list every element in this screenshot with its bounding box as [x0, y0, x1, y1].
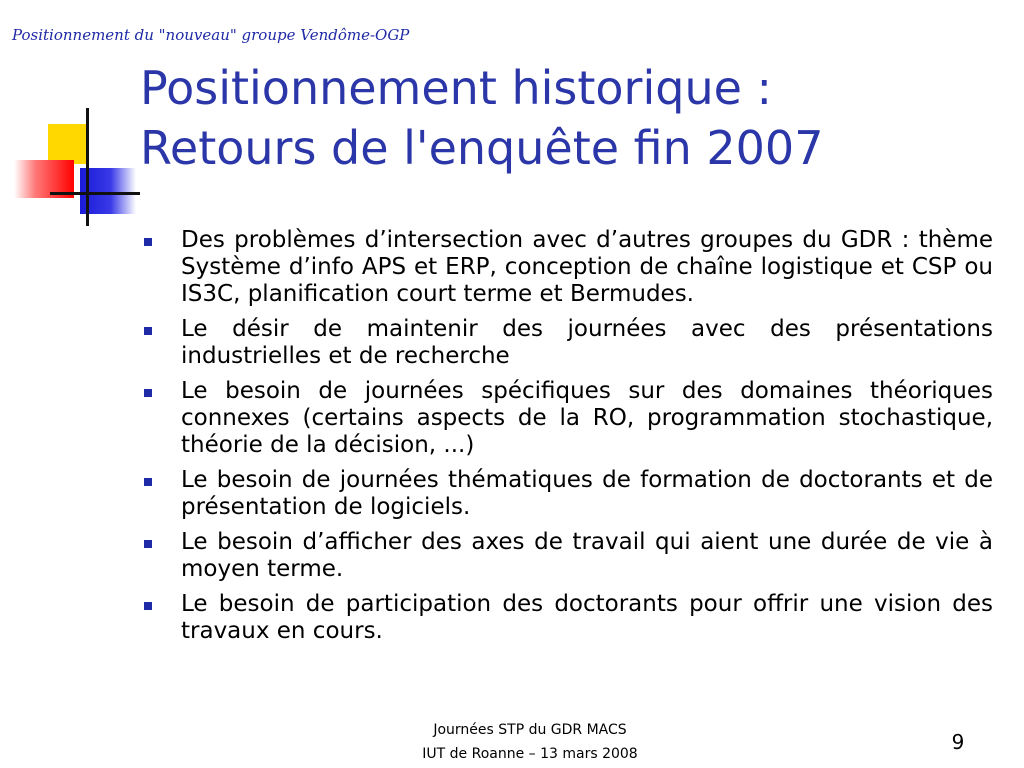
bullet-text: Le désir de maintenir des journées avec des présentations industrielles et de recherche — [181, 316, 993, 369]
bullet-text: Des problèmes d’intersection avec d’autres groupes du GDR : thème Système d’info APS et ERP, conception de chaîne logistique et CSP ou IS3C, planification court terme et Bermudes. — [181, 227, 993, 307]
bullet-item — [140, 591, 993, 645]
square-bullet-icon — [144, 478, 152, 486]
square-bullet-icon — [144, 327, 152, 335]
bullet-text: Le besoin de journées thématiques de formation de doctorants et de présentation de logiciels. — [181, 467, 993, 520]
bullet-text: Le besoin d’afficher des axes de travail qui aient une durée de vie à moyen terme. — [181, 529, 993, 582]
bullet-item — [140, 529, 993, 583]
slide-title — [140, 58, 1000, 178]
bullet-item — [140, 316, 993, 370]
square-bullet-icon — [144, 238, 152, 246]
bullet-list — [140, 227, 993, 653]
logo-vertical-line — [86, 108, 89, 226]
logo-horizontal-line — [50, 192, 140, 195]
bullet-text: Le besoin de participation des doctorants pour offrir une vision des travaux en cours. — [181, 591, 993, 644]
slide-title-line-1: Positionnement historique : — [140, 61, 773, 115]
square-bullet-icon — [144, 540, 152, 548]
bullet-text: Le besoin de journées spécifiques sur des domaines théoriques connexes (certains aspects de la RO, programmation stochastique, théorie de la décision, ...) — [181, 378, 993, 458]
logo-yellow-square — [48, 124, 86, 164]
footer-line-2: IUT de Roanne – 13 mars 2008 — [422, 746, 638, 762]
header-note: Positionnement du "nouveau" groupe Vendôme-OGP — [12, 26, 410, 44]
slide-title-line-2: Retours de l'enquête fin 2007 — [140, 121, 824, 175]
page-number: 9 — [951, 730, 965, 754]
bullet-item — [140, 227, 993, 308]
decorative-logo — [0, 100, 140, 230]
bullet-item — [140, 467, 993, 521]
square-bullet-icon — [144, 602, 152, 610]
bullet-item — [140, 378, 993, 459]
slide-footer — [380, 718, 680, 766]
square-bullet-icon — [144, 389, 152, 397]
footer-line-1: Journées STP du GDR MACS — [433, 722, 627, 738]
